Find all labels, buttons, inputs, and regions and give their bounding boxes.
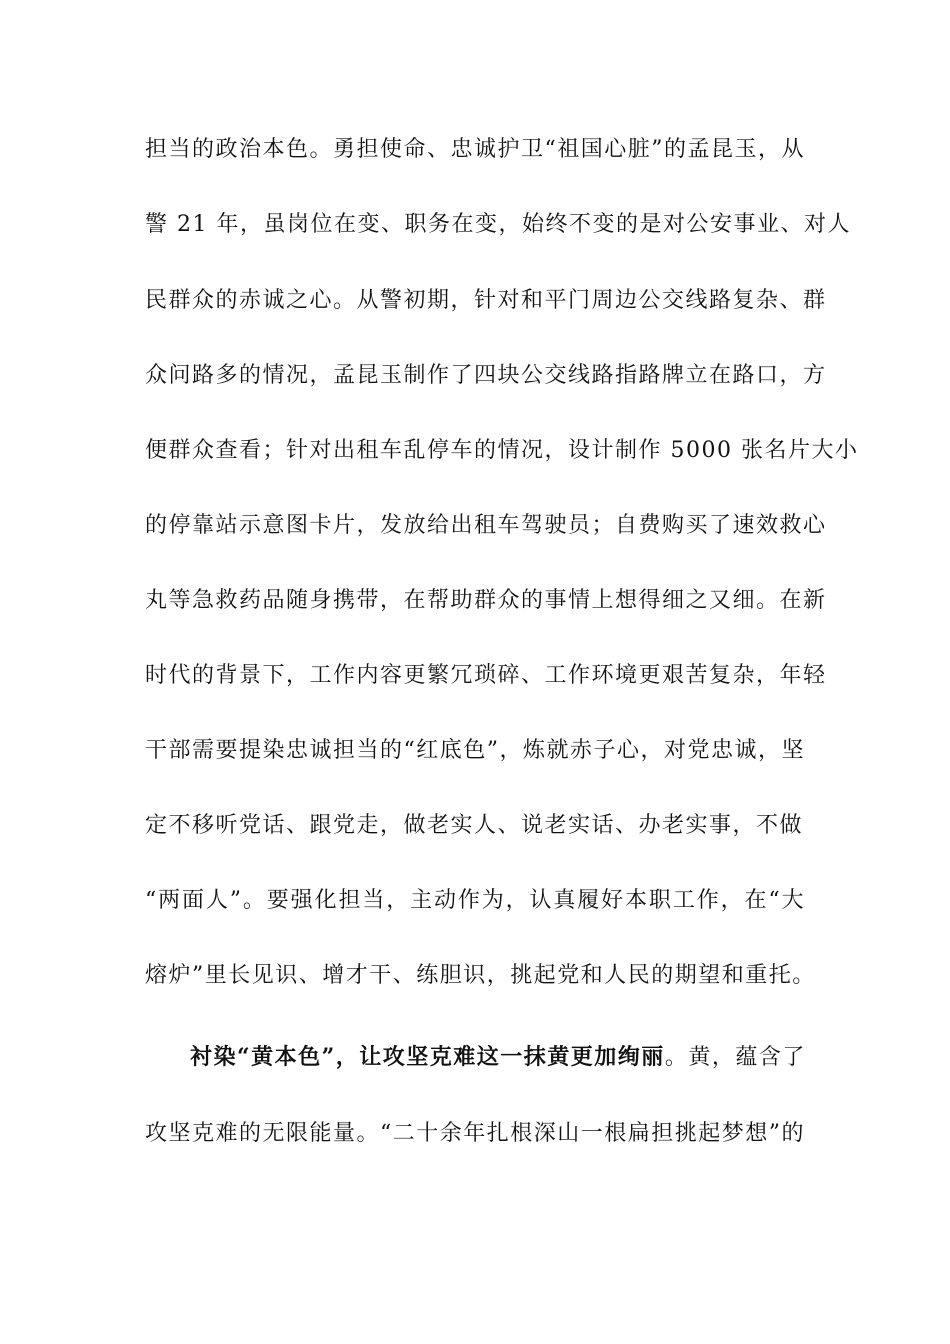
paragraph-line: 的停靠站示意图卡片，发放给出租车驾驶员；自费购买了速效救心 [145,513,827,538]
paragraph-line: 时代的背景下，工作内容更繁冗琐碎、工作环境更艰苦复杂，年轻 [145,663,827,688]
paragraph-line: 警 21 年，虽岗位在变、职务在变，始终不变的是对公安事业、对人 [145,212,851,237]
paragraph-line: 定不移听党话、跟党走，做老实人、说老实话、办老实事，不做 [145,813,804,838]
paragraph-line: 民群众的赤诚之心。从警初期，针对和平门周边公交线路复杂、群 [145,288,827,313]
paragraph-line: 丸等急救药品随身携带，在帮助群众的事情上想得细之又细。在新 [145,588,827,613]
paragraph-line: 攻坚克难的无限能量。“二十余年扎根深山一根扁担挑起梦想”的 [145,1121,805,1146]
paragraph-line: 担当的政治本色。勇担使命、忠诚护卫“祖国心脏”的孟昆玉，从 [145,137,805,162]
paragraph-line [190,1042,805,1073]
paragraph-line: 众问路多的情况，孟昆玉制作了四块公交线路指路牌立在路口，方 [145,363,827,388]
section-heading: 衬染“黄本色”，让攻坚克难这一抹黄更加绚丽 [190,1044,665,1070]
paragraph-line: 熔炉”里长见识、增才干、练胆识，挑起党和人民的期望和重托。 [145,963,816,988]
paragraph-line: 干部需要提染忠诚担当的“红底色”，炼就赤子心，对党忠诚，坚 [145,738,805,763]
paragraph-line: 便群众查看；针对出租车乱停车的情况，设计制作 5000 张名片大小 [145,438,859,463]
heading-continuation: 。黄，蕴含了 [664,1045,806,1070]
paragraph-line: “两面人”。要强化担当，主动作为，认真履好本职工作，在“大 [145,888,805,913]
